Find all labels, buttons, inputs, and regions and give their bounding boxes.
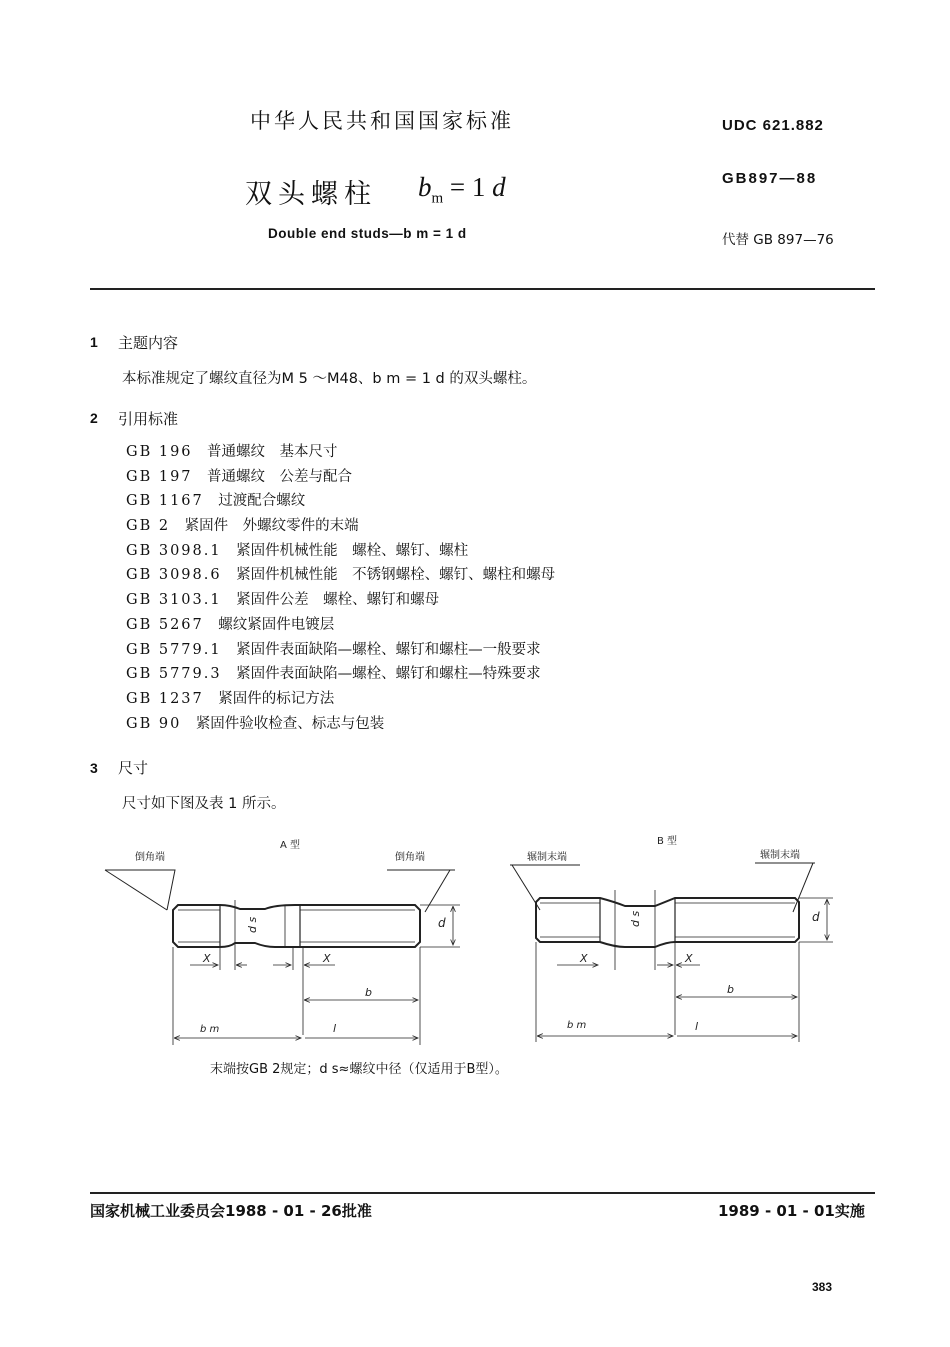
reference-item [126,613,555,638]
type-a-x-label-right: X [323,952,331,965]
type-a-chamfer-end-right: 倒角端 [395,852,425,863]
section-3-text: 尺寸如下图及表 1 所示。 [122,796,286,812]
ref-code: GB 1237 [126,690,204,707]
reference-item [126,588,555,613]
formula-rest: = 1 [449,172,486,202]
type-b-bm-label: b m [567,1020,587,1031]
type-b-rolled-end-left: 辗制末端 [527,852,567,863]
type-a-d-label: d [438,916,446,930]
ref-code: GB 5779.3 [126,666,222,683]
type-b-label: B 型 [657,836,678,847]
ref-code: GB 3098.6 [126,567,222,584]
reference-item [126,489,555,514]
reference-item [126,638,555,663]
approval-date: 国家机械工业委员会1988 - 01 - 26批准 [90,1202,372,1220]
type-a-b-label: b [365,986,372,999]
type-a-l-label: l [333,1022,337,1035]
udc-number: UDC 621.882 [722,117,824,134]
reference-item [126,539,555,564]
ref-title: 紧固件的标记方法 [218,690,335,707]
type-a-chamfer-end-left: 倒角端 [135,852,165,863]
ref-code: GB 196 [126,444,193,460]
reference-item [126,440,555,465]
ref-title: 过渡配合螺纹 [218,493,306,510]
type-b-b-label: b [727,983,734,996]
reference-item [126,712,555,737]
ref-title: 紧固件验收检查、标志与包装 [195,715,385,732]
page-number: 383 [812,1280,833,1294]
document-title: 双头螺柱 [245,179,377,210]
type-a-bm-label: b m [200,1024,220,1035]
stud-drawing [95,830,855,1050]
ref-title: 紧固件 外螺纹零件的末端 [184,518,359,535]
ref-code: GB 5779.1 [126,641,222,658]
type-b-l-label: l [695,1020,699,1033]
formula-sub: m [431,190,444,207]
ref-title: 紧固件机械性能 螺栓、螺钉、螺柱 [236,542,469,559]
ref-code: GB 3098.1 [126,542,222,559]
reference-item [126,465,555,490]
ref-code: GB 197 [126,468,193,485]
section-1-text: 本标准规定了螺纹直径为M 5 ～M48、b m = 1 d 的双头螺柱。 [122,371,537,387]
type-b-rolled-end-right: 辗制末端 [760,850,800,861]
ref-code: GB 5267 [126,616,204,633]
header-divider [90,288,875,290]
ref-code: GB 1167 [126,493,204,510]
section-1-number: 1 [90,334,98,350]
replaces-note: 代替 GB 897—76 [722,232,834,248]
type-a-label: A 型 [280,840,301,851]
effective-date: 1989 - 01 - 01实施 [718,1202,865,1220]
section-1-title: 主题内容 [118,334,179,352]
section-2-title: 引用标准 [118,410,179,428]
ref-code: GB 3103.1 [126,592,222,609]
ref-title: 螺纹紧固件电镀层 [218,616,335,633]
ref-title: 普通螺纹 基本尺寸 [207,444,338,460]
ref-code: GB 90 [126,715,182,732]
type-b-d-label: d [812,910,820,924]
reference-list [126,440,555,736]
ref-title: 紧固件机械性能 不锈钢螺栓、螺钉、螺柱和螺母 [236,567,556,584]
ref-title: 紧固件公差 螺栓、螺钉和螺母 [236,592,440,609]
reference-item [126,687,555,712]
footer-divider [90,1192,875,1194]
type-b-ds-label: d s [629,910,642,927]
ref-title: 普通螺纹 公差与配合 [207,468,353,485]
national-standard-heading: 中华人民共和国国家标准 [250,109,514,133]
type-a-drawing [105,838,460,1045]
ref-title: 紧固件表面缺陷—螺栓、螺钉和螺柱—一般要求 [236,641,541,658]
title-formula [418,172,506,207]
formula-b: b [418,172,432,202]
standard-number: GB897—88 [722,170,818,187]
reference-item [126,514,555,539]
type-b-x-label-right: X [685,952,693,965]
formula-d: d [492,172,506,202]
type-a-ds-label: d s [246,916,259,933]
ref-title: 紧固件表面缺陷—螺栓、螺钉和螺柱—特殊要求 [236,666,541,683]
type-b-drawing [510,834,833,1042]
type-a-x-label-left: X [203,952,211,965]
section-2-number: 2 [90,410,98,426]
section-3-title: 尺寸 [118,759,149,777]
type-b-x-label-left: X [580,952,588,965]
ref-code: GB 2 [126,518,171,535]
reference-item [126,563,555,588]
section-3-number: 3 [90,760,98,776]
reference-item [126,662,555,687]
figure-note: 末端按GB 2规定；d s≈螺纹中径（仅适用于B型）。 [210,1062,508,1077]
english-title: Double end studs—b m = 1 d [268,226,467,241]
